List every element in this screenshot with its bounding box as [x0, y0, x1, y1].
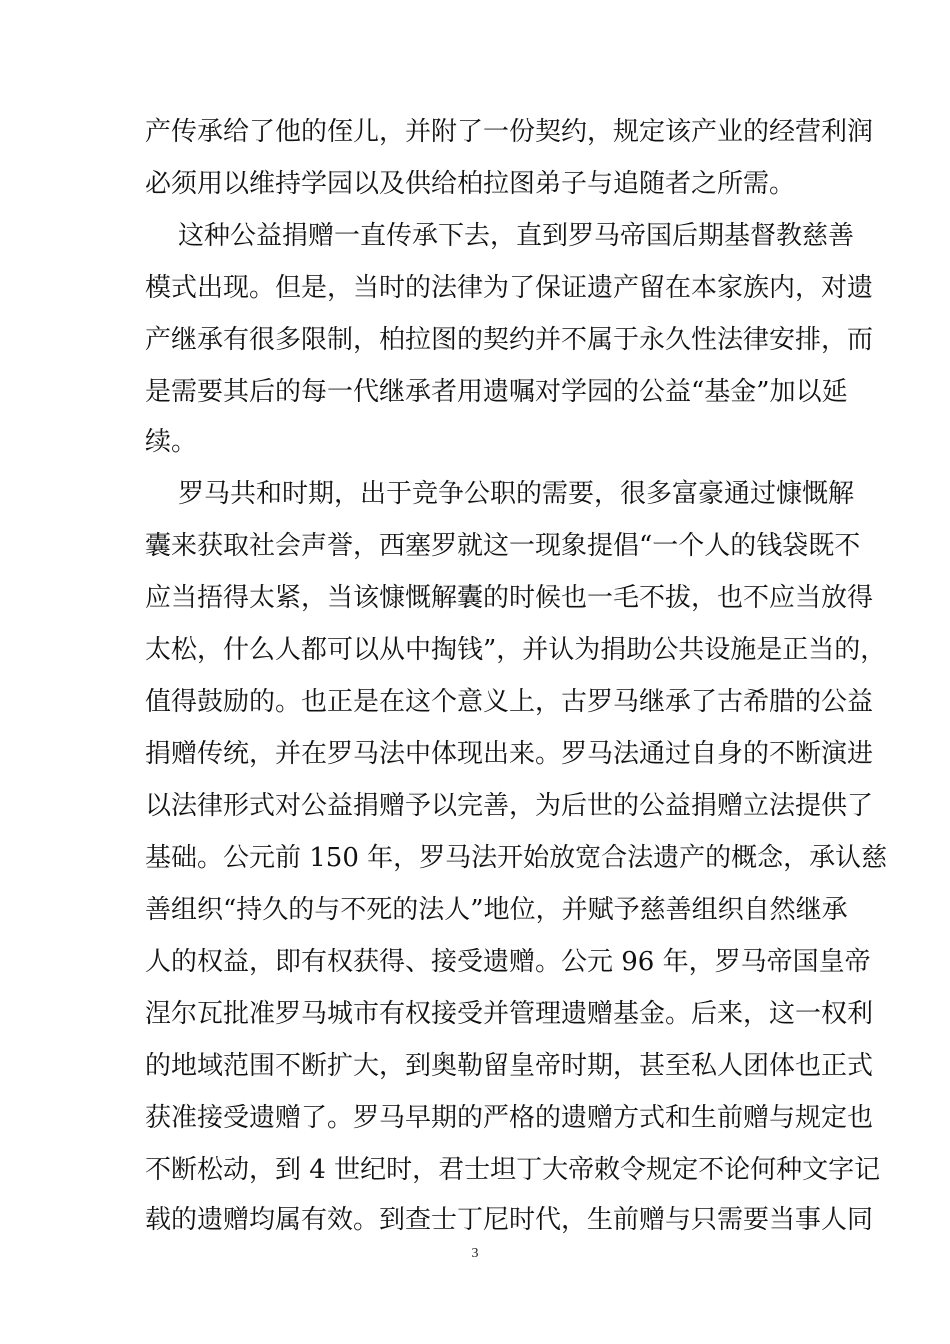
- text-line: 人的权益，即有权获得、接受遗赠。公元 96 年，罗马帝国皇帝: [145, 947, 871, 977]
- text-line: 罗马共和时期，出于竞争公职的需要，很多富豪通过慷慨解: [178, 479, 855, 509]
- text-line: 捐赠传统，并在罗马法中体现出来。罗马法通过自身的不断演进: [145, 739, 874, 769]
- page-number: 3: [471, 1246, 479, 1261]
- text-line: 产传承给了他的侄儿，并附了一份契约，规定该产业的经营利润: [145, 117, 874, 147]
- text-line: 值得鼓励的。也正是在这个意义上，古罗马继承了古希腊的公益: [145, 687, 874, 717]
- text-line: 应当捂得太紧，当该慷慨解囊的时候也一毛不拔，也不应当放得: [145, 583, 874, 613]
- text-line: 这种公益捐赠一直传承下去，直到罗马帝国后期基督教慈善: [178, 221, 855, 251]
- text-line: 模式出现。但是，当时的法律为了保证遗产留在本家族内，对遗: [145, 273, 874, 303]
- text-line: 不断松动，到 4 世纪时，君士坦丁大帝敕令规定不论何种文字记: [145, 1155, 881, 1185]
- text-line: 必须用以维持学园以及供给柏拉图弟子与追随者之所需。: [145, 169, 796, 199]
- text-line: 的地域范围不断扩大，到奥勒留皇帝时期，甚至私人团体也正式: [145, 1051, 874, 1081]
- text-line: 产继承有很多限制，柏拉图的契约并不属于永久性法律安排，而: [145, 325, 874, 355]
- text-line: 以法律形式对公益捐赠予以完善，为后世的公益捐赠立法提供了: [145, 791, 874, 821]
- text-line: 获准接受遗赠了。罗马早期的严格的遗赠方式和生前赠与规定也: [145, 1103, 874, 1133]
- text-line: 太松，什么人都可以从中掏钱”，并认为捐助公共设施是正当的，: [145, 635, 887, 665]
- text-line: 善组织“持久的与不死的法人”地位，并赋予慈善组织自然继承: [145, 895, 848, 925]
- text-line: 囊来获取社会声誉，西塞罗就这一现象提倡“一个人的钱袋既不: [145, 531, 861, 561]
- text-line: 涅尔瓦批准罗马城市有权接受并管理遗赠基金。后来，这一权利: [145, 999, 874, 1029]
- text-line: 基础。公元前 150 年，罗马法开始放宽合法遗产的概念，承认慈: [145, 843, 888, 873]
- text-line: 续。: [145, 427, 198, 457]
- text-line: 是需要其后的每一代继承者用遗嘱对学园的公益“基金”加以延: [145, 377, 848, 407]
- text-line: 载的遗赠均属有效。到查士丁尼时代，生前赠与只需要当事人同: [145, 1205, 874, 1235]
